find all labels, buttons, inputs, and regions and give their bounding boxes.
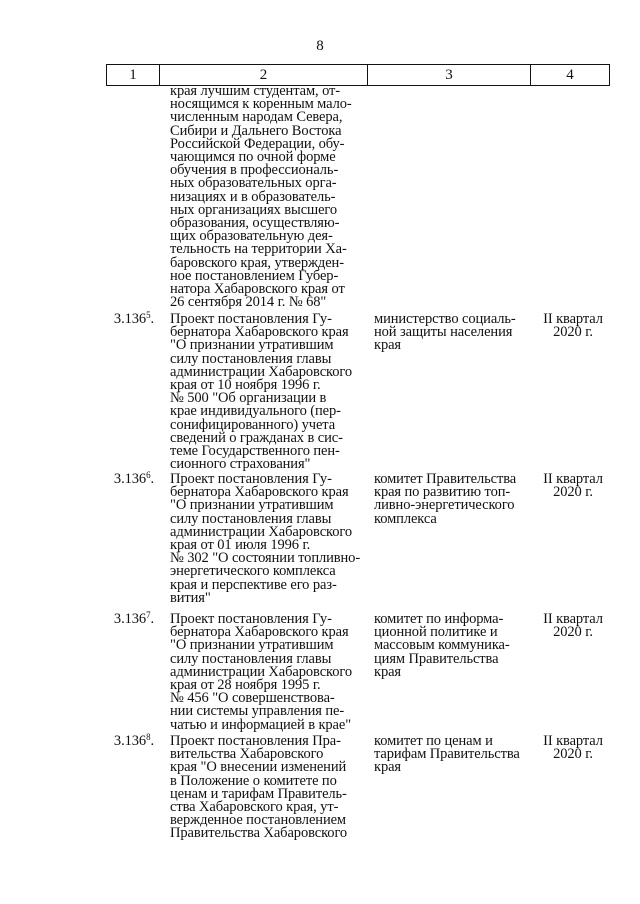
row-term: II квартал 2020 г. [543, 471, 603, 501]
continuation-text: края лучшим студентам, от- носящимся к коренным мало- численным народам Севера, Сибири и Дальнего Востока Российской Федерации, обу- чающимся по очной форме обучения в профессиональ- ных образовательных орга- низациях и в образователь- ных организациях высшего образования, осуществляю- щих образовательную дея- тельность на территории Ха- баровского края, утвержден- ное постановлением Губер- натора Хабаровского края от 26 сентября 2014 г. № 68" [170, 83, 352, 311]
row-number-sup: 5 [146, 310, 151, 320]
row-number-base: 3.136 [113, 471, 147, 487]
row-text: Проект постановления Пра- вительства Хабаровского края "О внесении изменений в Положение о комитете по ценам и тарифам Правитель- ства Хабаровского края, ут- вержденное постановлением Правительства Хабаровского [170, 733, 348, 842]
header-col-1: 1 [107, 65, 160, 85]
row-term: II квартал 2020 г. [543, 311, 603, 341]
row-text: Проект постановления Гу- бернатора Хабаровского края "О признании утратившим силу постановления главы администрации Хабаровского края от 10 ноября 1996 г. № 500 "Об организации в крае индивидуального (пер- сонифицированного) учета сведений о гражданах в сис- теме Государственного пен- сионного страхования" [170, 311, 353, 473]
row-number-suffix: . [150, 311, 154, 327]
row-executor: министерство социаль- ной защиты населения края [374, 311, 516, 354]
row-number-suffix: . [150, 611, 154, 627]
row-number-base: 3.136 [113, 611, 147, 627]
row-number-sup: 7 [146, 610, 151, 620]
row-number-base: 3.136 [113, 733, 147, 749]
header-col-2: 2 [160, 65, 368, 85]
row-text: Проект постановления Гу- бернатора Хабаровского края "О признании утратившим силу постановления главы администрации Хабаровского края от 28 ноября 1995 г. № 456 "О совершенствова- нии системы управления пе- чатью и информацией в крае" [170, 611, 353, 733]
header-col-3: 3 [368, 65, 531, 85]
row-number-suffix: . [150, 733, 154, 749]
row-number-suffix: . [150, 471, 154, 487]
row-executor: комитет по ценам и тарифам Правительства края [374, 733, 520, 776]
row-number-sup: 8 [146, 732, 151, 742]
row-executor: комитет Правительства края по развитию топ- ливно-энергетического комплекса [374, 471, 517, 527]
row-text: Проект постановления Гу- бернатора Хабаровского края "О признании утратившим силу постановления главы администрации Хабаровского края от 01 июля 1996 г. № 302 "О состоянии топливно- энергетического комплекса края и перспективе его раз- вития" [170, 471, 361, 606]
row-term: II квартал 2020 г. [543, 611, 603, 641]
row-number [104, 732, 154, 749]
header-col-4: 4 [566, 67, 574, 83]
row-number-base: 3.136 [113, 311, 147, 327]
row-number [104, 470, 154, 487]
row-term: II квартал 2020 г. [543, 733, 603, 763]
row-number [104, 310, 154, 327]
row-number-sup: 6 [146, 470, 151, 480]
row-number [104, 610, 154, 627]
page-number: 8 [316, 38, 324, 54]
row-executor: комитет по информа- ционной политике и массовым коммуника- циям Правительства края [374, 611, 510, 680]
